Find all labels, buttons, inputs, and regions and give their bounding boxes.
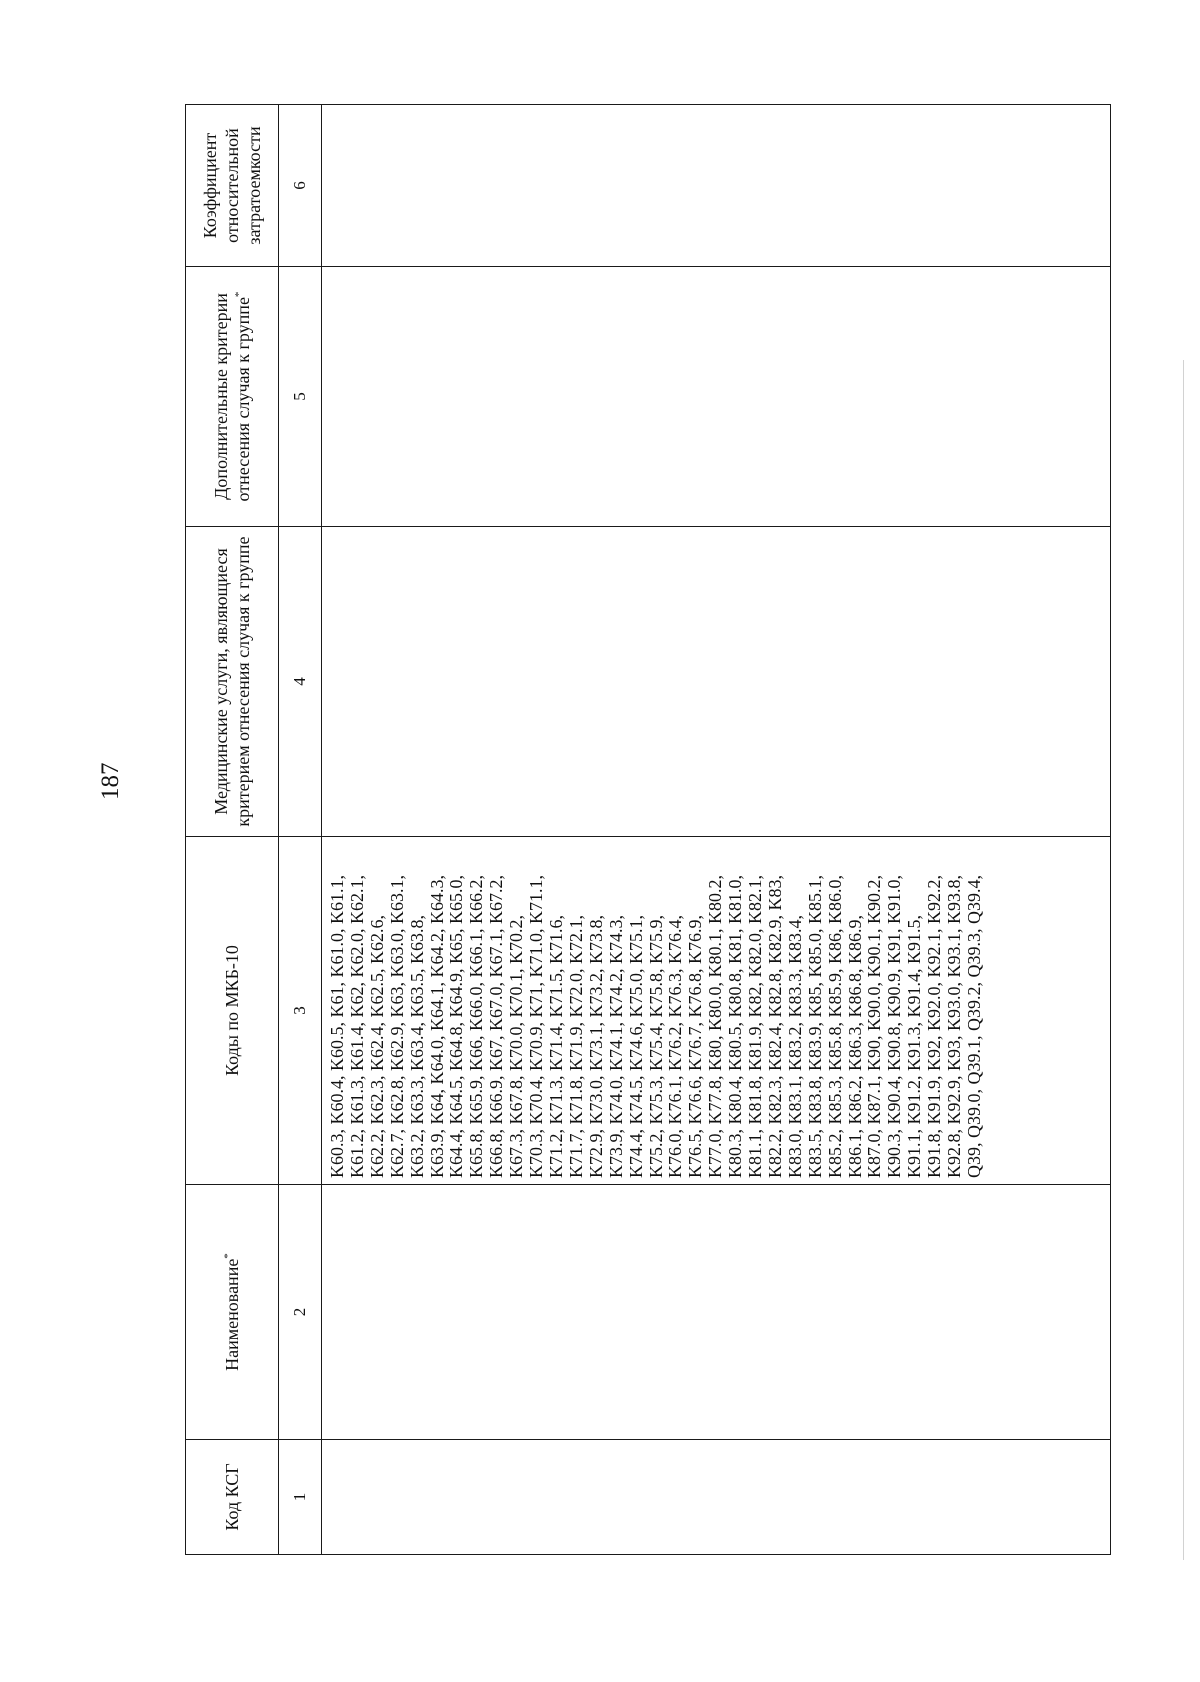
icd-code-line: K62.7, K62.8, K62.9, K63, K63.0, K63.1, [386,875,407,1178]
cost-coefficient-cell [322,105,1111,267]
header-icd-codes: Коды по МКБ-10 [186,837,279,1185]
header-medical-services: Медицинские услуги, являющиеся критерием отнесения случая к группе [186,527,279,837]
icd-code-line: K91.8, K91.9, K92, K92.0, K92.1, K92.2, [924,875,945,1178]
icd-code-line: K70.3, K70.4, K70.9, K71, K71.0, K71.1, [526,875,547,1178]
icd-code-line: K92.8, K92.9, K93, K93.0, K93.1, K93.8, [944,875,965,1178]
additional-criteria-cell [322,267,1111,527]
icd-code-line: K77.0, K77.8, K80, K80.0, K80.1, K80.2, [705,875,726,1178]
icd-code-line: K62.2, K62.3, K62.4, K62.5, K62.6, [366,915,387,1178]
icd-code-line: K82.2, K82.3, K82.4, K82.8, K82.9, K83, [764,875,785,1178]
icd-code-line: K90.3, K90.4, K90.8, K90.9, K91, K91.0, [884,875,905,1178]
header-additional-criteria: Дополнительные критерии отнесения случая к группе* [186,267,279,527]
column-number: 3 [279,837,322,1185]
column-number-row [279,105,322,1555]
icd-code-line: K71.2, K71.3, K71.4, K71.5, K71.6, [545,915,566,1178]
footnote-mark: * [233,291,245,298]
icd-code-line: K83.0, K83.1, K83.2, K83.3, K83.4, [784,915,805,1178]
icd-code-line: K73.9, K74.0, K74.1, K74.2, K74.3, [605,915,626,1178]
header-name: Наименование* [186,1185,279,1440]
ksg-code-cell [322,1440,1111,1555]
medical-services-cell [322,527,1111,837]
icd-codes-cell [322,837,1111,1185]
icd-code-line: K91.1, K91.2, K91.3, K91.4, K91.5, [904,915,925,1178]
icd-code-line: K60.3, K60.4, K60.5, K61, K61.0, K61.1, [327,875,347,1178]
icd-code-line: K74.4, K74.5, K74.6, K75.0, K75.1, [625,915,646,1178]
icd-code-line: K63.2, K63.3, K63.4, K63.5, K63.8, [406,915,427,1178]
icd-code-line: K86.1, K86.2, K86.3, K86.8, K86.9, [844,915,865,1178]
footnote-mark: * [222,1253,234,1259]
icd-code-line: K67.3, K67.8, K70.0, K70.1, K70.2, [506,915,527,1178]
icd-code-line: K64.4, K64.5, K64.8, K64.9, K65, K65.0, [446,875,467,1178]
header-ksg-code: Код КСГ [186,1440,279,1555]
column-number: 2 [279,1185,322,1440]
page-number: 187 [97,762,124,800]
icd-code-line: K63.9, K64, K64.0, K64.1, K64.2, K64.3, [426,875,447,1178]
icd-code-line: Q39, Q39.0, Q39.1, Q39.2, Q39.3, Q39.4, [964,875,984,1178]
column-number: 6 [279,105,322,267]
header-cost-coefficient: Коэффициент относительной затратоемкости [186,105,279,267]
icd-code-line: K71.7, K71.8, K71.9, K72.0, K72.1, [565,915,586,1178]
page-edge-rule [1183,360,1184,1560]
icd-code-line: K81.1, K81.8, K81.9, K82, K82.0, K82.1, [745,875,766,1178]
icd-code-line: K75.2, K75.3, K75.4, K75.8, K75.9, [645,915,666,1178]
icd-code-line: K83.5, K83.8, K83.9, K85, K85.0, K85.1, [804,875,825,1178]
icd-code-line: K80.3, K80.4, K80.5, K80.8, K81, K81.0, [725,875,746,1178]
icd-code-line: K87.0, K87.1, K90, K90.0, K90.1, K90.2, [864,875,885,1178]
header-row [186,105,279,1555]
icd-code-line: K61.2, K61.3, K61.4, K62, K62.0, K62.1, [346,875,367,1178]
table-row [322,105,1111,1555]
column-number: 1 [279,1440,322,1555]
icd-code-line: K65.8, K65.9, K66, K66.0, K66.1, K66.2, [466,875,487,1178]
column-number: 4 [279,527,322,837]
icd-code-line: K85.2, K85.3, K85.8, K85.9, K86, K86.0, [824,875,845,1178]
ksg-table [185,104,1111,1555]
icd-code-line: K76.5, K76.6, K76.7, K76.8, K76.9, [685,915,706,1178]
icd-code-line: K66.8, K66.9, K67, K67.0, K67.1, K67.2, [486,875,507,1178]
column-number: 5 [279,267,322,527]
name-cell [322,1185,1111,1440]
icd-code-line: K72.9, K73.0, K73.1, K73.2, K73.8, [585,915,606,1178]
rotated-table-wrapper [185,105,1111,1555]
icd-code-line: K76.0, K76.1, K76.2, K76.3, K76.4, [665,915,686,1178]
